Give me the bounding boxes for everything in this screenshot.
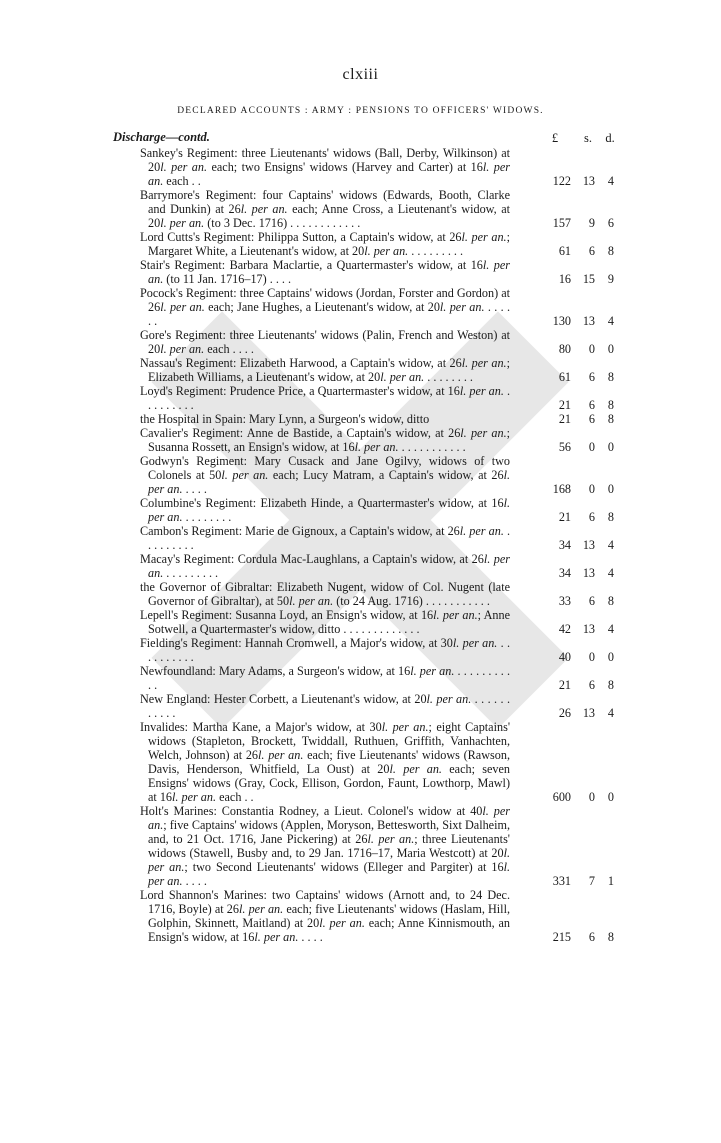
entry-text: Invalides: Martha Kane, a Major's widow, at 30l. per an.; eight Captains' widows (Stapleton, Brockett, Twiddall, Ruthuen, Griffith, Vanhachten, Welch, Johnson) at 26l. per an. each; five Lieutenants' widows (Rawson, Davis, Henderson, Whitfield, La Oust) at 20l. per an. each; seven Ensigns' widows (Gray, Cock, Ellison, Gordon, Faunt, Lowthorp, Mawl) at 16l. per an. each . . — [140, 720, 511, 804]
amount-shillings: 6 — [588, 594, 595, 608]
entry-amount — [140, 930, 614, 944]
amount-pence: 0 — [607, 482, 614, 496]
amount-pounds: 34 — [558, 538, 571, 552]
ledger-entry — [140, 188, 614, 230]
ledger-entry — [140, 552, 614, 580]
amount-shillings: 13 — [582, 314, 595, 328]
pounds-header: £ — [551, 131, 559, 145]
entry-amount — [140, 398, 614, 412]
entry-text: Cambon's Regiment: Marie de Gignoux, a Captain's widow, at 26l. per an. . . . . . . . . . — [140, 524, 511, 552]
entry-amount — [140, 482, 614, 496]
ledger-entry — [140, 692, 614, 720]
ledger-entry — [140, 426, 614, 454]
entry-text: Newfoundland: Mary Adams, a Surgeon's widow, at 16l. per an. . . . . . . . . . . . — [140, 664, 511, 692]
entry-text: Lepell's Regiment: Susanna Loyd, an Ensign's widow, at 16l. per an.; Anne Sotwell, a Quartermaster's widow, ditto . . . . . . . . . . . . . — [140, 608, 511, 636]
ledger-entry — [140, 496, 614, 524]
entry-amount — [140, 510, 614, 524]
entry-text: Stair's Regiment: Barbara Maclartie, a Quartermaster's widow, at 16l. per an. (to 11 Jan. 1716–17) . . . . — [140, 258, 510, 286]
entry-amount — [140, 706, 614, 720]
amount-pounds: 42 — [558, 622, 571, 636]
amount-pounds: 21 — [558, 398, 571, 412]
amount-shillings: 9 — [588, 216, 595, 230]
amount-shillings: 0 — [588, 482, 595, 496]
entry-text: the Governor of Gibraltar: Elizabeth Nugent, widow of Col. Nugent (late Governor of Gibraltar), at 50l. per an. (to 24 Aug. 1716) . . . . . . . . . . . — [140, 580, 510, 608]
shillings-header: s. — [584, 131, 592, 145]
amount-pence: 8 — [607, 930, 614, 944]
amount-pounds: 40 — [558, 650, 571, 664]
ledger-entry — [140, 356, 614, 384]
amount-shillings: 0 — [588, 790, 595, 804]
amount-shillings: 0 — [588, 440, 595, 454]
entry-text: Cavalier's Regiment: Anne de Bastide, a Captain's widow, at 26l. per an.; Susanna Rossett, an Ensign's widow, at 16l. per an. . . . . . . . . . . . — [140, 426, 511, 454]
entry-amount — [140, 244, 614, 258]
amount-pence: 8 — [607, 398, 614, 412]
amount-pence: 4 — [607, 706, 614, 720]
amount-pounds: 34 — [558, 566, 571, 580]
section-label: Discharge—contd. — [113, 130, 210, 144]
amount-shillings: 6 — [588, 412, 595, 426]
amount-shillings: 15 — [582, 272, 595, 286]
ledger-entry — [140, 412, 614, 426]
amount-pounds: 600 — [552, 790, 571, 804]
amount-pounds: 26 — [558, 706, 571, 720]
ledger-entry — [140, 230, 614, 258]
ledger-entry — [140, 146, 614, 188]
amount-pounds: 130 — [552, 314, 571, 328]
amount-pence: 4 — [607, 566, 614, 580]
amount-pounds: 21 — [558, 678, 571, 692]
entry-text: New England: Hester Corbett, a Lieutenant's widow, at 20l. per an. . . . . . . . . . . . — [140, 692, 510, 720]
amount-shillings: 6 — [588, 510, 595, 524]
amount-shillings: 6 — [588, 398, 595, 412]
entry-text: Lord Shannon's Marines: two Captains' widows (Arnott and, to 24 Dec. 1716, Boyle) at 26l. per an. each; five Lieutenants' widows (Haslam, Hill, Golphin, Skinnett, Maitland) at 20l. per an. each; Anne Kinnismouth, an Ensign's widow, at 16l. per an. . . . . — [140, 888, 511, 944]
amount-shillings: 0 — [588, 342, 595, 356]
entry-amount — [140, 272, 614, 286]
amount-shillings: 6 — [588, 678, 595, 692]
amount-shillings: 0 — [588, 650, 595, 664]
amount-shillings: 13 — [582, 622, 595, 636]
entry-amount — [140, 314, 614, 328]
amount-pounds: 331 — [552, 874, 571, 888]
amount-shillings: 13 — [582, 538, 595, 552]
entry-text: Columbine's Regiment: Elizabeth Hinde, a Quartermaster's widow, at 16l. per an. . . . . . . . . — [140, 496, 510, 524]
amount-pence: 4 — [607, 538, 614, 552]
entry-text: Loyd's Regiment: Prudence Price, a Quartermaster's widow, at 16l. per an. . . . . . . . . . — [140, 384, 510, 412]
amount-pounds: 21 — [558, 412, 571, 426]
amount-pence: 6 — [607, 216, 614, 230]
page-number: clxiii — [342, 66, 379, 83]
amount-pence: 0 — [607, 342, 614, 356]
ledger-entry — [140, 636, 614, 664]
amount-pounds: 157 — [552, 216, 571, 230]
ledger-entry — [140, 328, 614, 356]
amount-pounds: 80 — [558, 342, 571, 356]
amount-pounds: 16 — [558, 272, 571, 286]
entry-amount — [140, 790, 614, 804]
amount-pence: 1 — [607, 874, 614, 888]
ledger-entry — [140, 524, 614, 552]
entry-text: Holt's Marines: Constantia Rodney, a Lieut. Colonel's widow at 40l. per an.; five Captains' widows (Applen, Moryson, Bettesworth, Sixt Dalheim, and, to 21 Oct. 1716, Jane Pickering) at 26l. per an.; three Lieutenants' widows (Stawell, Busby and, to 29 Jan. 1716–17, Maria Westcott) at 20l. per an.; two Second Lieutenants' widows (Elleger and Pargiter) at 16l. per an. . . . . — [140, 804, 511, 888]
amount-pence: 0 — [607, 440, 614, 454]
amount-pence: 8 — [607, 370, 614, 384]
entry-amount — [140, 594, 614, 608]
ledger-entry — [140, 608, 614, 636]
amount-pounds: 122 — [552, 174, 571, 188]
ledger-entry — [140, 888, 614, 944]
entry-amount — [140, 874, 614, 888]
amount-pence: 0 — [607, 790, 614, 804]
entry-text: Godwyn's Regiment: Mary Cusack and Jane Ogilvy, widows of two Colonels at 50l. per an. each; Lucy Matram, a Captain's widow, at 26l. per an. . . . . — [140, 454, 511, 496]
ledger-entry — [140, 258, 614, 286]
amount-shillings: 13 — [582, 174, 595, 188]
entry-text: Sankey's Regiment: three Lieutenants' widows (Ball, Derby, Wilkinson) at 20l. per an. each; two Ensigns' widows (Harvey and Carter) at 16l. per an. each . . — [140, 146, 511, 188]
entry-amount — [140, 412, 614, 426]
entry-text: Macay's Regiment: Cordula Mac-Laughlans, a Captain's widow, at 26l. per an. . . . . . . . . . — [140, 552, 511, 580]
amount-pence: 8 — [607, 510, 614, 524]
amount-pence: 8 — [607, 412, 614, 426]
amount-pence: 4 — [607, 174, 614, 188]
entry-amount — [140, 216, 614, 230]
amount-pence: 8 — [607, 678, 614, 692]
pence-header: d. — [605, 131, 615, 145]
ledger-entry — [140, 804, 614, 888]
entry-text: Lord Cutts's Regiment: Philippa Sutton, a Captain's widow, at 26l. per an.; Margaret White, a Lieutenant's widow, at 20l. per an. . . . . . . . . . — [140, 230, 510, 258]
ledger-entry — [140, 580, 614, 608]
amount-pounds: 56 — [558, 440, 571, 454]
amount-pounds: 61 — [558, 370, 571, 384]
amount-shillings: 7 — [588, 874, 595, 888]
entry-text: Nassau's Regiment: Elizabeth Harwood, a Captain's widow, at 26l. per an.; Elizabeth Williams, a Lieutenant's widow, at 20l. per an. . . . . . . . . — [140, 356, 510, 384]
amount-pence: 8 — [607, 244, 614, 258]
amount-shillings: 13 — [582, 706, 595, 720]
amount-shillings: 6 — [588, 930, 595, 944]
amount-pence: 4 — [607, 314, 614, 328]
amount-pounds: 215 — [552, 930, 571, 944]
amount-shillings: 6 — [588, 370, 595, 384]
entry-text: Fielding's Regiment: Hannah Cromwell, a Major's widow, at 30l. per an. . . . . . . . . . . — [140, 636, 511, 664]
entry-amount — [140, 342, 614, 356]
amount-pence: 8 — [607, 594, 614, 608]
entry-text: the Hospital in Spain: Mary Lynn, a Surgeon's widow, ditto — [140, 412, 430, 426]
entries-list — [0, 146, 721, 944]
amount-pounds: 61 — [558, 244, 571, 258]
amount-shillings: 13 — [582, 566, 595, 580]
ledger-entry — [140, 664, 614, 692]
entry-amount — [140, 370, 614, 384]
amount-pence: 9 — [607, 272, 614, 286]
amount-pence: 4 — [607, 622, 614, 636]
entry-text: Pocock's Regiment: three Captains' widows (Jordan, Forster and Gordon) at 26l. per an. each; Jane Hughes, a Lieutenant's widow, at 20l. per an. . . . . . . — [140, 286, 510, 328]
amount-pounds: 168 — [552, 482, 571, 496]
entry-amount — [140, 174, 614, 188]
ledger-entry — [140, 454, 614, 496]
entry-text: Barrymore's Regiment: four Captains' widows (Edwards, Booth, Clarke and Dunkin) at 26l. per an. each; Anne Cross, a Lieutenant's widow, at 20l. per an. (to 3 Dec. 1716) . . . . . . . . . . . . — [140, 188, 511, 230]
ledger-entry — [140, 286, 614, 328]
amount-pence: 0 — [607, 650, 614, 664]
amount-pounds: 21 — [558, 510, 571, 524]
running-head: DECLARED ACCOUNTS : ARMY : PENSIONS TO OFFICERS' WIDOWS. — [177, 106, 544, 116]
entry-text: Gore's Regiment: three Lieutenants' widows (Palin, French and Weston) at 20l. per an. each . . . . — [140, 328, 510, 356]
amount-shillings: 6 — [588, 244, 595, 258]
ledger-entry — [140, 384, 614, 412]
amount-pounds: 33 — [558, 594, 571, 608]
ledger-entry — [140, 720, 614, 804]
